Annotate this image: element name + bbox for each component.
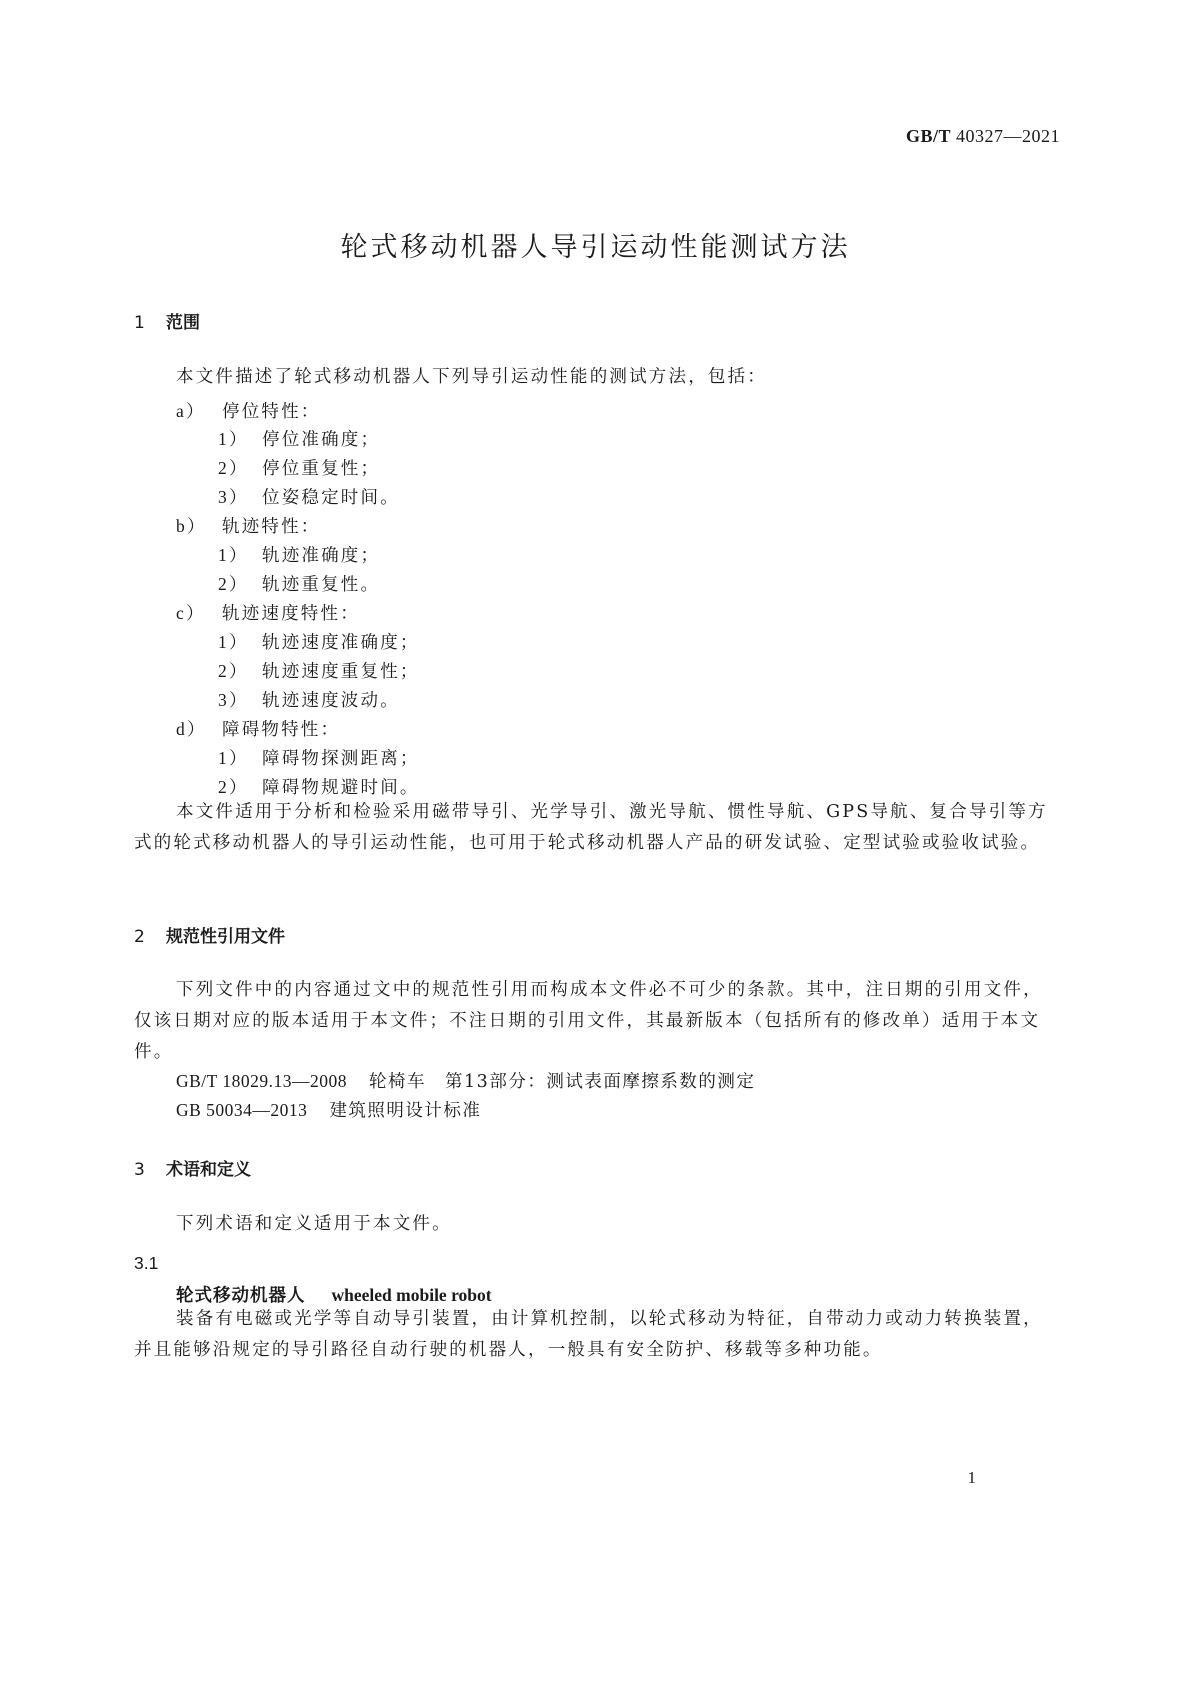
reference-item xyxy=(176,1068,755,1093)
list-marker: 2） xyxy=(218,777,249,797)
reference-code: GB/T 18029.13—2008 xyxy=(176,1071,348,1091)
list-item xyxy=(176,600,360,625)
list-text: 轨迹重复性。 xyxy=(262,575,381,595)
sub-list-item xyxy=(218,687,400,712)
section-heading-terms xyxy=(134,1155,251,1180)
document-title: 轮式移动机器人导引运动性能测试方法 xyxy=(340,232,851,263)
sub-list-item xyxy=(218,542,380,567)
standard-number: 40327—2021 xyxy=(956,126,1060,146)
standard-prefix: GB/T xyxy=(905,126,951,146)
list-text: 轨迹速度特性： xyxy=(222,604,360,624)
sub-list-item xyxy=(218,571,380,596)
list-text: 障碍物探测距离； xyxy=(262,749,420,769)
list-marker: a） xyxy=(176,401,206,421)
list-text: 停位特性： xyxy=(222,402,321,422)
list-marker: 1） xyxy=(218,632,249,652)
term-title-en: wheeled mobile robot xyxy=(331,1285,492,1305)
list-text: 轨迹速度准确度； xyxy=(262,633,420,653)
scope-intro: 本文件描述了轮式移动机器人下列导引运动性能的测试方法，包括： xyxy=(176,367,767,387)
list-marker: 2） xyxy=(218,458,249,478)
sub-list-item xyxy=(218,426,380,451)
list-marker: 3） xyxy=(218,690,249,710)
list-marker: c） xyxy=(176,603,206,623)
list-text: 障碍物特性： xyxy=(222,720,341,740)
list-text: 轨迹准确度； xyxy=(262,546,381,566)
list-item xyxy=(176,513,321,538)
list-text: 障碍物规避时间。 xyxy=(262,778,420,798)
section-title: 术语和定义 xyxy=(166,1160,251,1180)
section-number: 2 xyxy=(134,927,145,947)
sub-list-item xyxy=(218,629,420,654)
term-number: 3.1 xyxy=(134,1253,159,1273)
section-heading-normative-references xyxy=(134,922,285,947)
reference-title: 建筑照明设计标准 xyxy=(329,1101,482,1121)
section-number: 1 xyxy=(134,313,145,333)
terms-intro: 下列术语和定义适用于本文件。 xyxy=(176,1214,452,1234)
list-marker: d） xyxy=(176,719,207,739)
sub-list-item xyxy=(218,484,400,509)
list-marker: b） xyxy=(176,516,207,536)
sub-list-item xyxy=(218,745,420,770)
reference-code: GB 50034—2013 xyxy=(176,1100,308,1120)
list-text: 轨迹速度重复性； xyxy=(262,662,420,682)
sub-list-item xyxy=(218,774,420,799)
reference-title: 轮椅车 第13部分：测试表面摩擦系数的测定 xyxy=(369,1072,756,1092)
term-title-cn: 轮式移动机器人 xyxy=(176,1286,306,1306)
list-text: 位姿稳定时间。 xyxy=(262,488,400,508)
list-marker: 3） xyxy=(218,487,249,507)
section-heading-scope xyxy=(134,308,200,333)
list-marker: 1） xyxy=(218,545,249,565)
reference-item xyxy=(176,1097,481,1122)
section-number: 3 xyxy=(134,1160,145,1180)
sub-list-item xyxy=(218,455,380,480)
list-text: 停位准确度； xyxy=(262,430,381,450)
list-item xyxy=(176,398,321,423)
section-title: 规范性引用文件 xyxy=(166,927,285,947)
list-marker: 1） xyxy=(218,429,249,449)
scope-applicability: 本文件适用于分析和检验采用磁带导引、光学导引、激光导航、惯性导航、GPS导航、复合导引等方式的轮式移动机器人的导引运动性能，也可用于轮式移动机器人产品的研发试验、定型试验或验收试验。 xyxy=(134,802,1048,853)
list-item xyxy=(176,716,340,741)
list-text: 轨迹速度波动。 xyxy=(262,691,400,711)
list-text: 停位重复性； xyxy=(262,459,381,479)
section-title: 范围 xyxy=(166,313,200,333)
standard-code xyxy=(906,126,1060,147)
list-text: 轨迹特性： xyxy=(222,517,321,537)
list-marker: 1） xyxy=(218,748,249,768)
term-definition: 装备有电磁或光学等自动导引装置，由计算机控制，以轮式移动为特征，自带动力或动力转换装置，并且能够沿规定的导引路径自动行驶的机器人，一般具有安全防护、移载等多种功能。 xyxy=(134,1309,1043,1360)
page-number: 1 xyxy=(967,1468,976,1487)
sub-list-item xyxy=(218,658,420,683)
references-intro: 下列文件中的内容通过文中的规范性引用而构成本文件必不可少的条款。其中，注日期的引用文件，仅该日期对应的版本适用于本文件；不注日期的引用文件，其最新版本（包括所有的修改单）适用于本文件。 xyxy=(134,980,1043,1062)
list-marker: 2） xyxy=(218,661,249,681)
list-marker: 2） xyxy=(218,574,249,594)
